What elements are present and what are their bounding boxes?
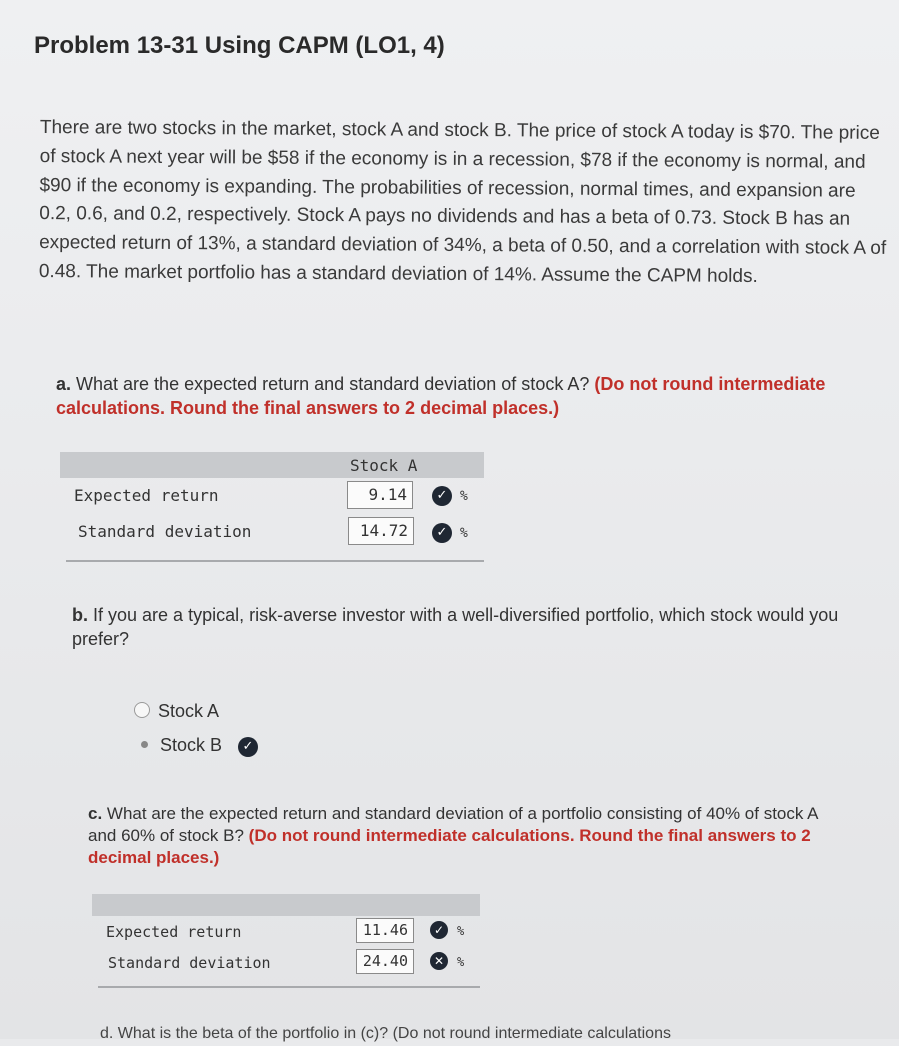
- column-header-stock-a: Stock A: [350, 456, 418, 475]
- part-a-table: [60, 452, 490, 572]
- part-c-table: [92, 894, 492, 994]
- problem-intro: There are two stocks in the market, stock A and stock B. The price of stock A today is $70. The price of stock A next year will be $58 if the economy is in a recession, $78 if the economy is normal, and $90 if the economy is expanding. The probabilities of recession, normal times, and expansion are 0.2, 0.6, and 0.2, respectively. Stock A pays no dividends and has a beta of 0.73. Stock B has an expected return of 13%, a standard deviation of 34%, a beta of 0.50, and a correlation with stock A of 0.48. The market portfolio has a standard deviation of 14%. Assume the CAPM holds.: [38, 116, 887, 287]
- problem-title: Problem 13-31 Using CAPM (LO1, 4): [34, 32, 445, 59]
- row-label-expected-return: Expected return: [74, 486, 219, 505]
- unit-percent: %: [457, 924, 465, 938]
- table-bottom-rule: [98, 986, 480, 988]
- part-d-text: What is the beta of the portfolio in (c)? (Do not round intermediate calculations: [117, 1025, 671, 1042]
- part-d-label: d.: [100, 1025, 114, 1042]
- part-c-question: [88, 803, 848, 869]
- table-header: [60, 452, 484, 478]
- part-b-text: If you are a typical, risk-averse investor with a well-diversified portfolio, which stock would you prefer?: [72, 605, 839, 649]
- expected-return-input[interactable]: 11.46: [356, 918, 414, 943]
- part-b-label: b.: [72, 605, 88, 625]
- check-circle-icon: ✓: [430, 921, 448, 939]
- part-d-question: [100, 1022, 860, 1046]
- table-header: [92, 894, 480, 916]
- check-circle-icon: ✓: [238, 737, 258, 757]
- part-c-label: c.: [88, 804, 103, 823]
- part-a-question: [56, 372, 876, 420]
- row-label-standard-deviation: Standard deviation: [108, 954, 271, 972]
- check-circle-icon: ✓: [432, 523, 452, 543]
- part-b-question: [72, 603, 852, 651]
- part-c-instruction: (Do not round intermediate calculations. Round the final answers to 2 decimal places.): [88, 826, 811, 867]
- part-a-text: What are the expected return and standard deviation of stock A?: [76, 374, 590, 394]
- expected-return-input[interactable]: 9.14: [347, 481, 413, 509]
- part-a-instruction: (Do not round intermediate calculations. Round the final answers to 2 decimal places.): [56, 374, 826, 418]
- radio-stock-a[interactable]: [134, 702, 150, 718]
- x-circle-icon: ✕: [430, 952, 448, 970]
- standard-deviation-input[interactable]: 14.72: [348, 517, 414, 545]
- unit-percent: %: [460, 526, 468, 541]
- row-label-standard-deviation: Standard deviation: [78, 522, 252, 541]
- table-bottom-rule: [66, 560, 484, 562]
- unit-percent: %: [460, 489, 468, 504]
- unit-percent: %: [457, 955, 465, 969]
- option-label-stock-b[interactable]: Stock B: [160, 735, 223, 755]
- check-circle-icon: ✓: [432, 486, 452, 506]
- option-label-stock-a[interactable]: Stock A: [158, 701, 220, 721]
- part-a-label: a.: [56, 374, 72, 394]
- row-label-expected-return: Expected return: [106, 923, 242, 941]
- standard-deviation-input[interactable]: 24.40: [356, 949, 414, 974]
- radio-stock-b[interactable]: [136, 736, 152, 752]
- part-c-text: What are the expected return and standard deviation of a portfolio consisting of 40% of stock A and 60% of stock B?: [88, 804, 818, 845]
